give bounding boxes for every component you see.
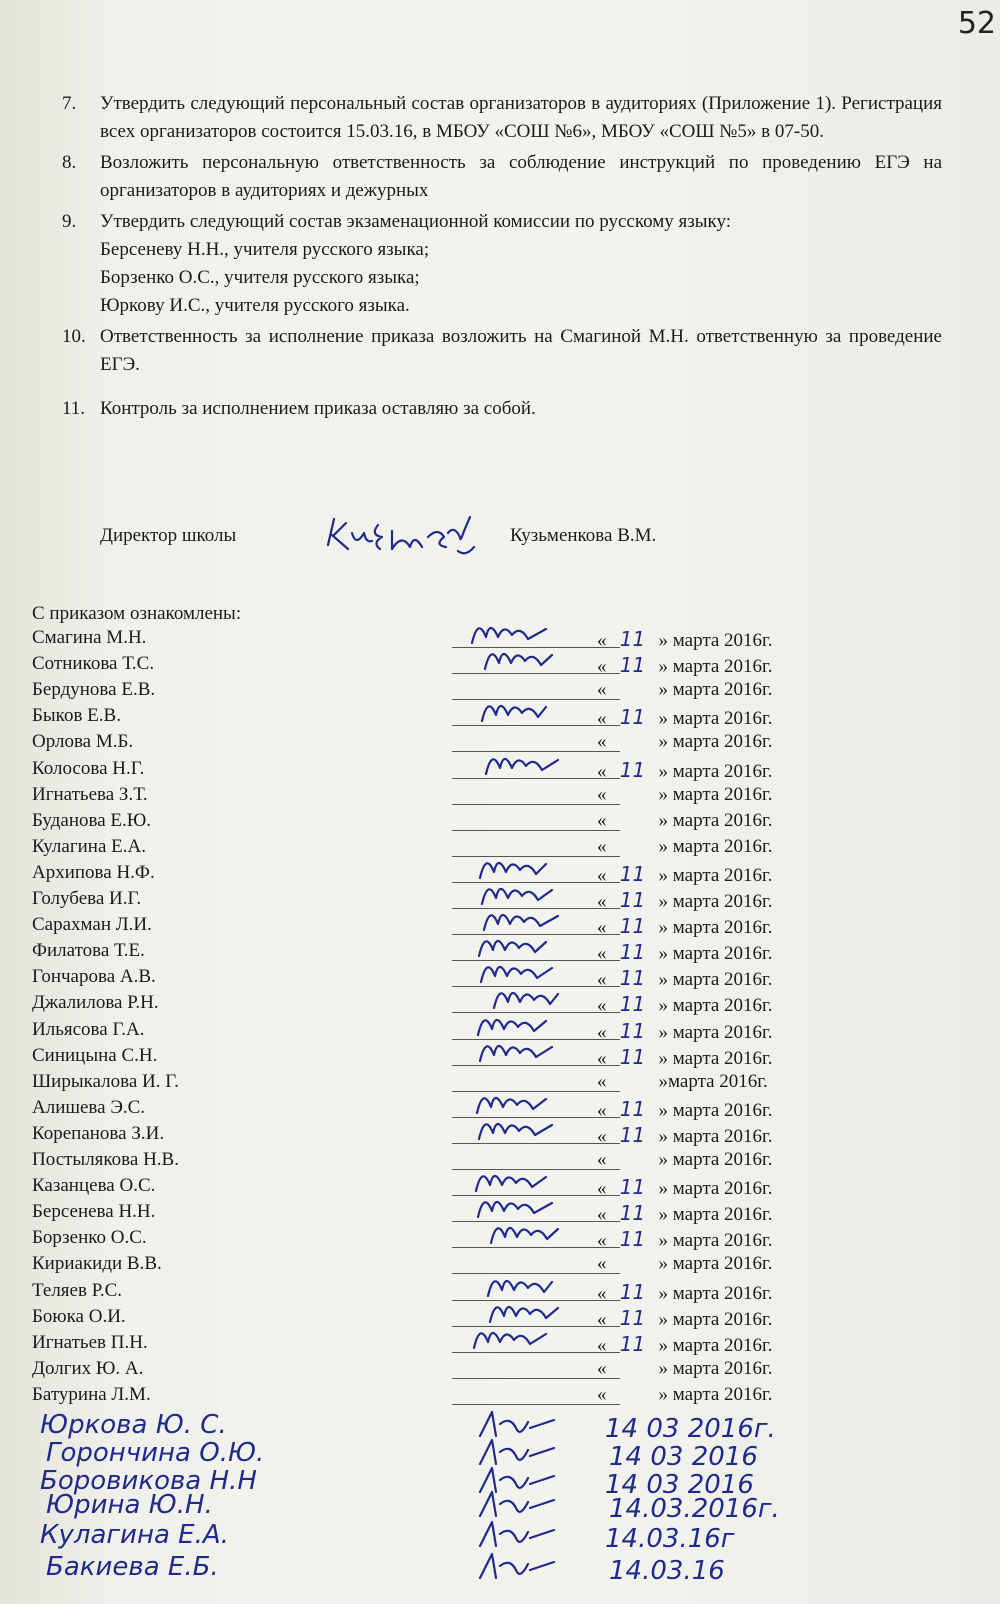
ack-date: « 11 » марта 2016г. [597, 861, 773, 886]
order-item [62, 90, 942, 146]
item-text-group [100, 208, 942, 320]
director-signature [320, 505, 480, 565]
ack-row [32, 1227, 812, 1253]
ack-month: » марта 2016г. [658, 783, 773, 805]
ack-month: » марта 2016г. [658, 731, 773, 753]
signature-line [452, 830, 620, 831]
ack-date: « » марта 2016г. [597, 731, 773, 753]
commission-member: Берсеневу Н.Н., учителя русского языка; [100, 239, 430, 260]
ack-month: » марта 2016г. [658, 1149, 773, 1170]
ack-month: » марта 2016г. [658, 1253, 773, 1275]
ack-date: « 11 » марта 2016г. [597, 1279, 773, 1304]
ack-date: « » марта 2016г. [597, 835, 773, 857]
ack-name: Буданова Е.Ю. [32, 809, 152, 831]
handwritten-date: 14.03.16г [605, 1524, 735, 1554]
acknowledgement-title: С приказом ознакомлены: [32, 603, 242, 624]
ack-day: 11 [619, 861, 646, 886]
ack-name: Гончарова А.В. [32, 966, 156, 988]
ack-name: Джалилова Р.Н. [32, 992, 159, 1014]
ack-month: » марта 2016г. [658, 1178, 773, 1200]
item-text: Возложить персональную ответственность за соблюдение инструкций по проведению ЕГЭ на организаторов в аудиториях и дежурных [100, 152, 942, 201]
ack-month: » марта 2016г. [658, 1282, 773, 1304]
ack-date: « » марта 2016г. [597, 1357, 773, 1379]
handwritten-date: 14 03 2016 [609, 1442, 758, 1472]
ack-name: Ильясова Г.А. [32, 1018, 145, 1040]
ack-month: » марта 2016г. [658, 1047, 773, 1069]
ack-month: » марта 2016г. [658, 679, 773, 701]
ack-month: » марта 2016г. [658, 760, 773, 782]
ack-row [32, 836, 812, 862]
ack-name: Игнатьев П.Н. [32, 1331, 148, 1353]
ack-month: » марта 2016г. [658, 1230, 773, 1252]
ack-row [32, 1019, 812, 1045]
handwritten-date: 14 03 2016г. [605, 1414, 776, 1444]
ack-day: 11 [619, 1305, 646, 1330]
handwritten-name: Горончина О.Ю. [46, 1438, 265, 1468]
ack-date: « » марта 2016г. [597, 783, 773, 805]
ack-day: 11 [619, 757, 646, 782]
ack-date: « 11 » марта 2016г. [597, 627, 773, 651]
ack-row [32, 862, 812, 888]
handwritten-date: 14.03.2016г. [609, 1494, 780, 1524]
ack-day: 11 [619, 1279, 646, 1304]
ack-month: » марта 2016г. [658, 969, 773, 991]
ack-name: Голубева И.Г. [32, 888, 142, 909]
ack-date: « 11 » марта 2016г. [597, 1018, 773, 1043]
ack-signature [474, 1213, 584, 1253]
order-item [62, 208, 942, 320]
ack-row [32, 1071, 812, 1097]
ack-date: « 11 » марта 2016г. [597, 940, 773, 965]
ack-name: Долгих Ю. А. [32, 1357, 144, 1379]
ack-row [32, 1253, 812, 1279]
ack-month: » марта 2016г. [658, 656, 773, 678]
ack-month: » марта 2016г. [658, 891, 773, 912]
ack-month: » марта 2016г. [658, 809, 773, 831]
ack-date: « » марта 2016г. [597, 1383, 773, 1405]
handwritten-name: Бакиева Е.Б. [46, 1552, 219, 1582]
item-text: Утвердить следующий персональный состав организаторов в аудиториях (Приложение 1). Регистрация всех организаторов состоится 15.03.16, в МБОУ «СОШ №6», МБОУ «СОШ №5» в 07-50. [100, 93, 942, 142]
ack-row [32, 966, 812, 992]
ack-signature [468, 1109, 578, 1149]
ack-day: 11 [619, 1175, 646, 1200]
handwritten-name: Боровикова Н.Н [40, 1466, 257, 1496]
order-item [62, 149, 942, 205]
ack-row [32, 653, 812, 679]
ack-date: « » марта 2016г. [597, 679, 773, 701]
ack-row [32, 679, 812, 705]
order-items [62, 90, 942, 426]
signature-line [452, 1378, 620, 1379]
ack-day: 11 [619, 992, 646, 1017]
ack-date: « 11 » марта 2016г. [597, 914, 773, 939]
item-number: 9. [62, 211, 77, 232]
handwritten-name: Юрина Ю.Н. [46, 1490, 213, 1520]
ack-name: Кулагина Е.А. [32, 835, 146, 857]
ack-name: Алишева Э.С. [32, 1096, 146, 1118]
ack-name: Сарахман Л.И. [32, 914, 152, 936]
ack-signature [474, 744, 584, 784]
ack-row [32, 914, 812, 940]
ack-month: » марта 2016г. [658, 630, 773, 651]
ack-row [32, 705, 812, 731]
ack-name: Архипова Н.Ф. [32, 861, 155, 883]
item-text: Ответственность за исполнение приказа возложить на Смагиной М.Н. ответственную за проведение ЕГЭ. [100, 326, 942, 375]
ack-name: Колосова Н.Г. [32, 757, 145, 779]
ack-date: « 11 » марта 2016г. [597, 757, 773, 782]
ack-date: « 11 » марта 2016г. [597, 888, 773, 912]
ack-name: Игнатьева З.Т. [32, 783, 148, 805]
ack-day: 11 [619, 888, 646, 912]
director-title: Директор школы [100, 525, 237, 546]
ack-name: Синицына С.Н. [32, 1044, 158, 1066]
commission-member: Борзенко О.С., учителя русского языка; [100, 267, 420, 288]
ack-name: Ширыкалова И. Г. [32, 1070, 179, 1092]
ack-date: « 11 » марта 2016г. [597, 1227, 773, 1252]
ack-name: Филатова Т.Е. [32, 940, 145, 962]
ack-name: Казанцева О.С. [32, 1175, 156, 1197]
ack-date: « » марта 2016г. [597, 809, 773, 831]
order-item [62, 323, 942, 379]
ack-month: » марта 2016г. [658, 1204, 773, 1226]
ack-date: « 11 » марта 2016г. [597, 653, 773, 678]
ack-row [32, 1384, 812, 1410]
ack-date: « 11 » марта 2016г. [597, 1175, 773, 1200]
item-text: Утвердить следующий состав экзаменационной комиссии по русскому языку: [100, 211, 732, 232]
ack-date: « 11 » марта 2016г. [597, 1331, 773, 1356]
ack-date: « 11 » марта 2016г. [597, 705, 773, 730]
ack-name: Боюка О.И. [32, 1305, 126, 1327]
ack-month: » марта 2016г. [658, 917, 773, 939]
ack-day: 11 [619, 1018, 646, 1043]
ack-name: Теляев Р.С. [32, 1279, 123, 1301]
ack-date: « » марта 2016г. [597, 1149, 773, 1170]
ack-row [32, 784, 812, 810]
ack-day: 11 [619, 1227, 646, 1252]
ack-day: 11 [619, 705, 646, 730]
ack-month: » марта 2016г. [658, 1357, 773, 1379]
item-number: 11. [62, 398, 86, 419]
page-number: 52 [957, 6, 996, 41]
ack-name: Быков Е.В. [32, 705, 121, 727]
ack-row [32, 1175, 812, 1201]
ack-name: Батурина Л.М. [32, 1383, 151, 1405]
ack-row [32, 810, 812, 836]
ack-name: Бердунова Е.В. [32, 679, 156, 701]
ack-name: Борзенко О.С. [32, 1227, 147, 1249]
ack-month: » марта 2016г. [658, 1383, 773, 1405]
ack-date: « 11 » марта 2016г. [597, 1122, 773, 1147]
ack-month: » марта 2016г. [658, 1308, 773, 1330]
ack-row [32, 992, 812, 1018]
ack-row [32, 888, 812, 914]
ack-name: Сотникова Т.С. [32, 653, 155, 675]
ack-month: » марта 2016г. [658, 708, 773, 730]
ack-date: « 11 » марта 2016г. [597, 992, 773, 1017]
ack-name: Орлова М.Б. [32, 731, 134, 753]
ack-day: 11 [619, 627, 646, 651]
ack-row [32, 758, 812, 784]
ack-row [32, 1332, 812, 1358]
ack-name: Корепанова З.И. [32, 1122, 165, 1144]
ack-month: »марта 2016г. [658, 1070, 768, 1092]
ack-day: 11 [619, 653, 646, 678]
ack-date: « 11 » марта 2016г. [597, 1305, 773, 1330]
ack-day: 11 [619, 1122, 646, 1147]
ack-signature [462, 1318, 572, 1358]
ack-row [32, 1306, 812, 1332]
ack-row [32, 1097, 812, 1123]
item-number: 7. [62, 93, 77, 114]
ack-date: « 11 » марта 2016г. [597, 1044, 773, 1069]
ack-date: « 11 » марта 2016г. [597, 1096, 773, 1121]
handwritten-name: Юркова Ю. С. [40, 1410, 227, 1440]
signature-line [452, 1404, 620, 1405]
handwritten-name: Кулагина Е.А. [40, 1520, 229, 1550]
item-text: Контроль за исполнением приказа оставляю за собой. [100, 398, 536, 419]
ack-date: « » марта 2016г. [597, 1253, 773, 1275]
ack-signature [468, 1031, 578, 1071]
ack-day: 11 [619, 940, 646, 965]
ack-date: « »марта 2016г. [597, 1070, 768, 1092]
ack-month: » марта 2016г. [658, 1334, 773, 1356]
ack-month: » марта 2016г. [658, 943, 773, 965]
ack-month: » марта 2016г. [658, 1021, 773, 1043]
ack-day: 11 [619, 1201, 646, 1226]
ack-row [32, 1280, 812, 1306]
ack-date: « 11 » марта 2016г. [597, 966, 773, 991]
order-item [62, 395, 942, 423]
ack-row [32, 1358, 812, 1384]
director-name: Кузьменкова В.М. [510, 525, 657, 546]
ack-date: « 11 » марта 2016г. [597, 1201, 773, 1226]
commission-member: Юркову И.С., учителя русского языка. [100, 295, 410, 316]
ack-day: 11 [619, 1331, 646, 1356]
ack-name: Берсенева Н.Н. [32, 1201, 156, 1223]
ack-day: 11 [619, 1044, 646, 1069]
ack-signature [462, 691, 572, 731]
handwritten-date: 14.03.16 [609, 1556, 725, 1586]
ack-name: Постылякова Н.В. [32, 1149, 179, 1170]
ack-name: Смагина М.Н. [32, 627, 147, 648]
handwritten-signature [470, 1548, 570, 1588]
ack-month: » марта 2016г. [658, 995, 773, 1017]
ack-row [32, 1123, 812, 1149]
ack-month: » марта 2016г. [658, 864, 773, 886]
signature-line [452, 804, 620, 805]
item-number: 10. [62, 326, 86, 347]
ack-row [32, 731, 812, 757]
ack-signature [468, 639, 578, 679]
ack-name: Кириакиди В.В. [32, 1253, 162, 1275]
ack-row [32, 1045, 812, 1071]
ack-row [32, 940, 812, 966]
ack-row [32, 1201, 812, 1227]
ack-day: 11 [619, 1096, 646, 1121]
ack-day: 11 [619, 966, 646, 991]
item-number: 8. [62, 152, 77, 173]
handwritten-date: 14 03 2016 [605, 1470, 754, 1500]
ack-month: » марта 2016г. [658, 1125, 773, 1147]
ack-month: » марта 2016г. [658, 1099, 773, 1121]
ack-day: 11 [619, 914, 646, 939]
ack-row [32, 1149, 812, 1175]
ack-row [32, 627, 812, 653]
ack-month: » марта 2016г. [658, 835, 773, 857]
